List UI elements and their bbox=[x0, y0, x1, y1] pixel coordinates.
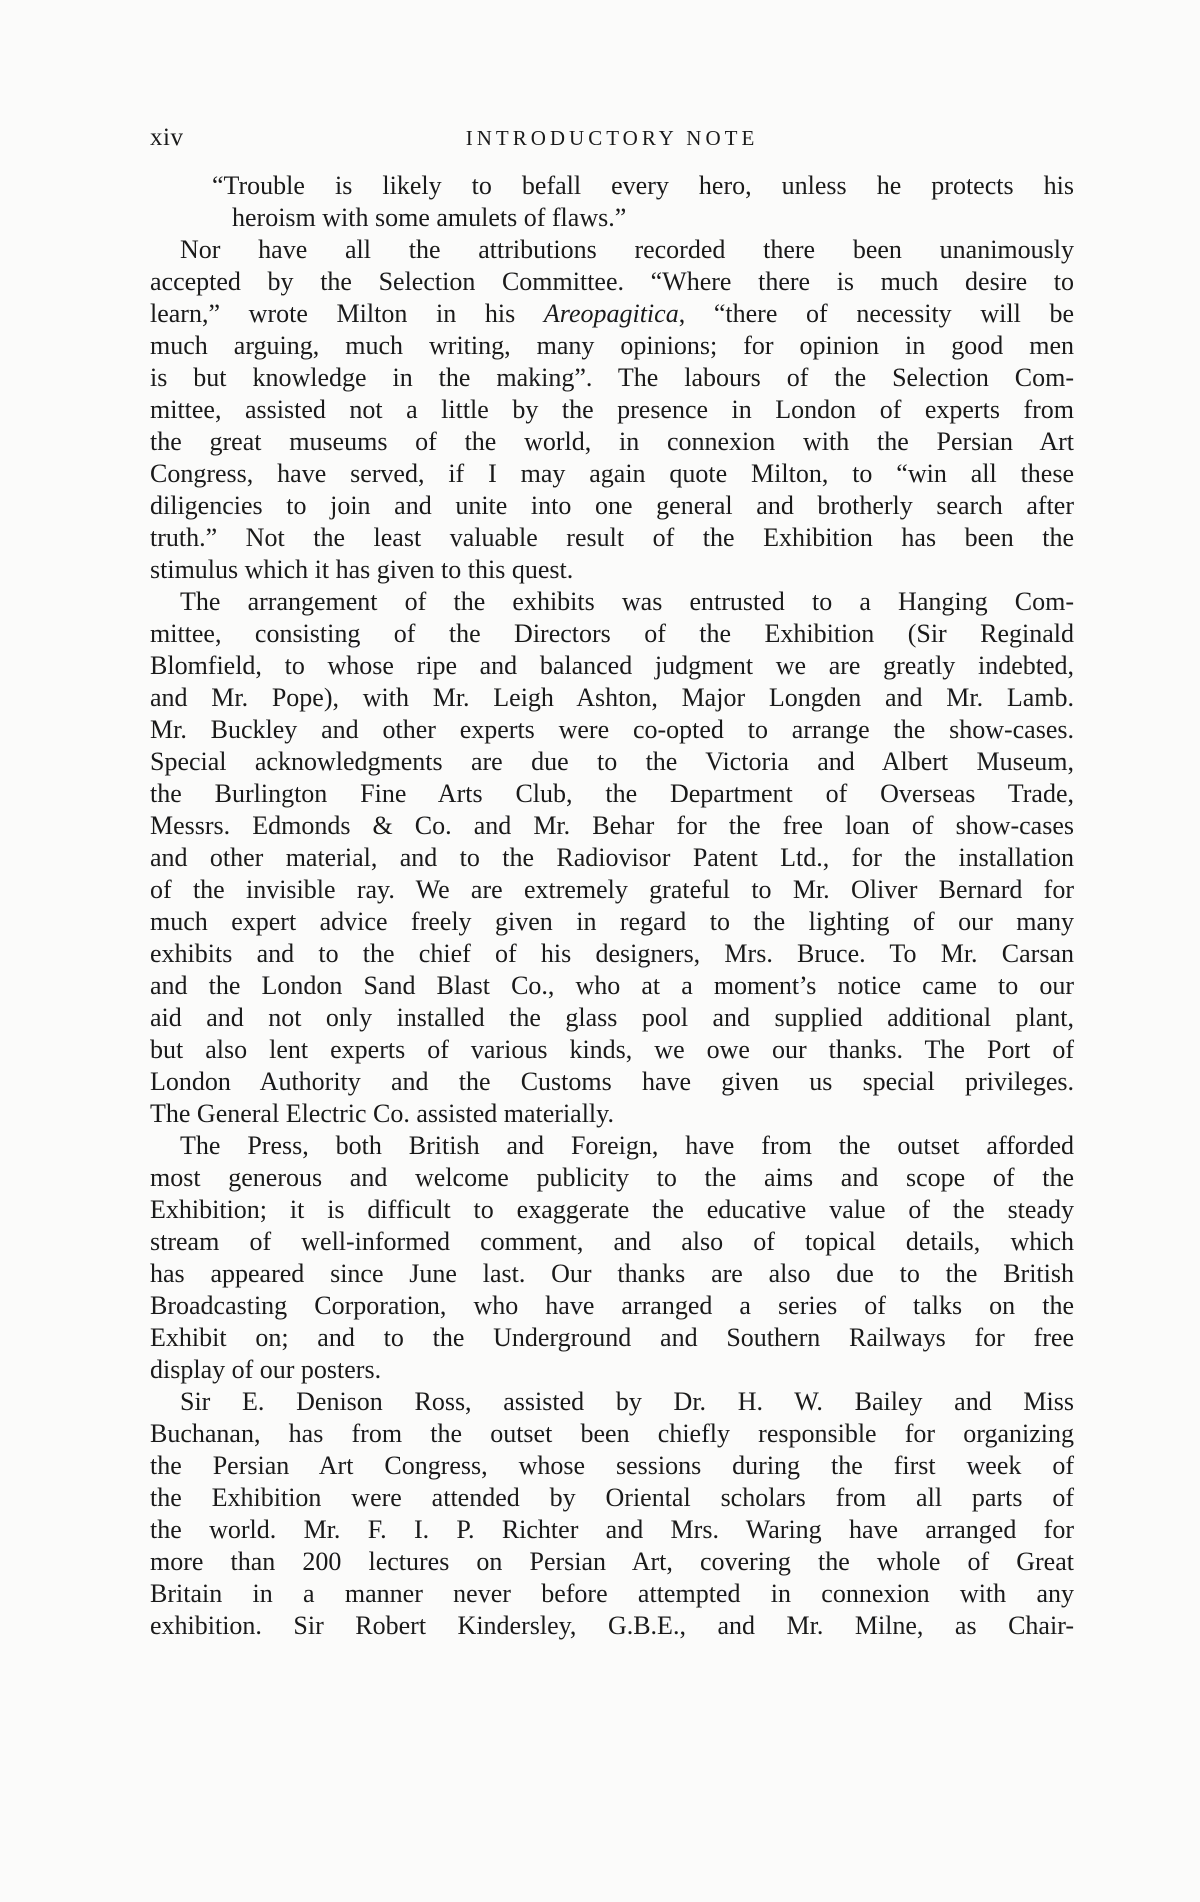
text-line: Mr. Buckley and other experts were co-opted to arrange the show-cases. bbox=[150, 715, 1074, 744]
text-line: learn,” wrote Milton in his Areopagitica, “there of necessity will be bbox=[150, 299, 1074, 328]
text-line: stream of well-informed comment, and also of topical details, which bbox=[150, 1227, 1074, 1256]
running-head-title: INTRODUCTORY NOTE bbox=[465, 126, 759, 150]
text-line: the Burlington Fine Arts Club, the Department of Overseas Trade, bbox=[150, 779, 1074, 808]
text-line: the great museums of the world, in connexion with the Persian Art bbox=[150, 427, 1074, 456]
page-number: xiv bbox=[150, 124, 184, 151]
text-line: and the London Sand Blast Co., who at a moment’s notice came to our bbox=[150, 971, 1074, 1000]
running-head bbox=[150, 124, 1074, 154]
text-line: aid and not only installed the glass pool and supplied additional plant, bbox=[150, 1003, 1074, 1032]
text-line: Britain in a manner never before attempted in connexion with any bbox=[150, 1579, 1074, 1608]
paragraph bbox=[150, 234, 1074, 586]
text-line: Nor have all the attributions recorded there been unanimously bbox=[180, 235, 1074, 264]
text-line: Exhibit on; and to the Underground and Southern Railways for free bbox=[150, 1323, 1074, 1352]
text-line: truth.” Not the least valuable result of the Exhibition has been the bbox=[150, 523, 1074, 552]
text-line: more than 200 lectures on Persian Art, covering the whole of Great bbox=[150, 1547, 1074, 1576]
text-line: exhibition. Sir Robert Kindersley, G.B.E., and Mr. Milne, as Chair- bbox=[150, 1611, 1074, 1640]
text-line: most generous and welcome publicity to the aims and scope of the bbox=[150, 1163, 1074, 1192]
text-line: Buchanan, has from the outset been chiefly responsible for organizing bbox=[150, 1419, 1074, 1448]
text-line: mittee, consisting of the Directors of the Exhibition (Sir Reginald bbox=[150, 619, 1074, 648]
text-line: much arguing, much writing, many opinions; for opinion in good men bbox=[150, 331, 1074, 360]
text-line: London Authority and the Customs have given us special privileges. bbox=[150, 1067, 1074, 1096]
text-line: The General Electric Co. assisted materially. bbox=[150, 1099, 614, 1128]
text-line: the Exhibition were attended by Oriental scholars from all parts of bbox=[150, 1483, 1074, 1512]
text-line: but also lent experts of various kinds, we owe our thanks. The Port of bbox=[150, 1035, 1074, 1064]
text-line: Special acknowledgments are due to the Victoria and Albert Museum, bbox=[150, 747, 1074, 776]
paragraph bbox=[150, 1386, 1074, 1642]
text-line: is but knowledge in the making”. The labours of the Selection Com- bbox=[150, 363, 1074, 392]
text-line: exhibits and to the chief of his designers, Mrs. Bruce. To Mr. Carsan bbox=[150, 939, 1074, 968]
text-line: The arrangement of the exhibits was entrusted to a Hanging Com- bbox=[180, 587, 1074, 616]
text-line: accepted by the Selection Committee. “Where there is much desire to bbox=[150, 267, 1074, 296]
text-line: the Persian Art Congress, whose sessions during the first week of bbox=[150, 1451, 1074, 1480]
text-line: Sir E. Denison Ross, assisted by Dr. H. W. Bailey and Miss bbox=[180, 1387, 1074, 1416]
text-line: and other material, and to the Radiovisor Patent Ltd., for the installation bbox=[150, 843, 1074, 872]
paragraph bbox=[150, 586, 1074, 1130]
body-text bbox=[150, 170, 1074, 1642]
text-line: Broadcasting Corporation, who have arranged a series of talks on the bbox=[150, 1291, 1074, 1320]
text-line: Messrs. Edmonds & Co. and Mr. Behar for the free loan of show-cases bbox=[150, 811, 1074, 840]
text-line: of the invisible ray. We are extremely grateful to Mr. Oliver Bernard for bbox=[150, 875, 1074, 904]
text-line: stimulus which it has given to this quest. bbox=[150, 555, 574, 584]
text-line: Exhibition; it is difficult to exaggerate the educative value of the steady bbox=[150, 1195, 1074, 1224]
text-line: much expert advice freely given in regard to the lighting of our many bbox=[150, 907, 1074, 936]
text-line: mittee, assisted not a little by the presence in London of experts from bbox=[150, 395, 1074, 424]
text-line: has appeared since June last. Our thanks are also due to the British bbox=[150, 1259, 1074, 1288]
text-line: and Mr. Pope), with Mr. Leigh Ashton, Major Longden and Mr. Lamb. bbox=[150, 683, 1074, 712]
text-line: the world. Mr. F. I. P. Richter and Mrs. Waring have arranged for bbox=[150, 1515, 1074, 1544]
text-line: diligencies to join and unite into one general and brotherly search after bbox=[150, 491, 1074, 520]
text-line: Congress, have served, if I may again quote Milton, to “win all these bbox=[150, 459, 1074, 488]
epigraph-quote bbox=[150, 170, 1074, 234]
quote-line: heroism with some amulets of flaws.” bbox=[232, 203, 627, 232]
paragraph bbox=[150, 1130, 1074, 1386]
text-line: The Press, both British and Foreign, have from the outset afforded bbox=[180, 1131, 1074, 1160]
quote-line: “Trouble is likely to befall every hero, unless he protects his bbox=[212, 171, 1074, 200]
text-line: Blomfield, to whose ripe and balanced judgment we are greatly indebted, bbox=[150, 651, 1074, 680]
text-line: display of our posters. bbox=[150, 1355, 382, 1384]
